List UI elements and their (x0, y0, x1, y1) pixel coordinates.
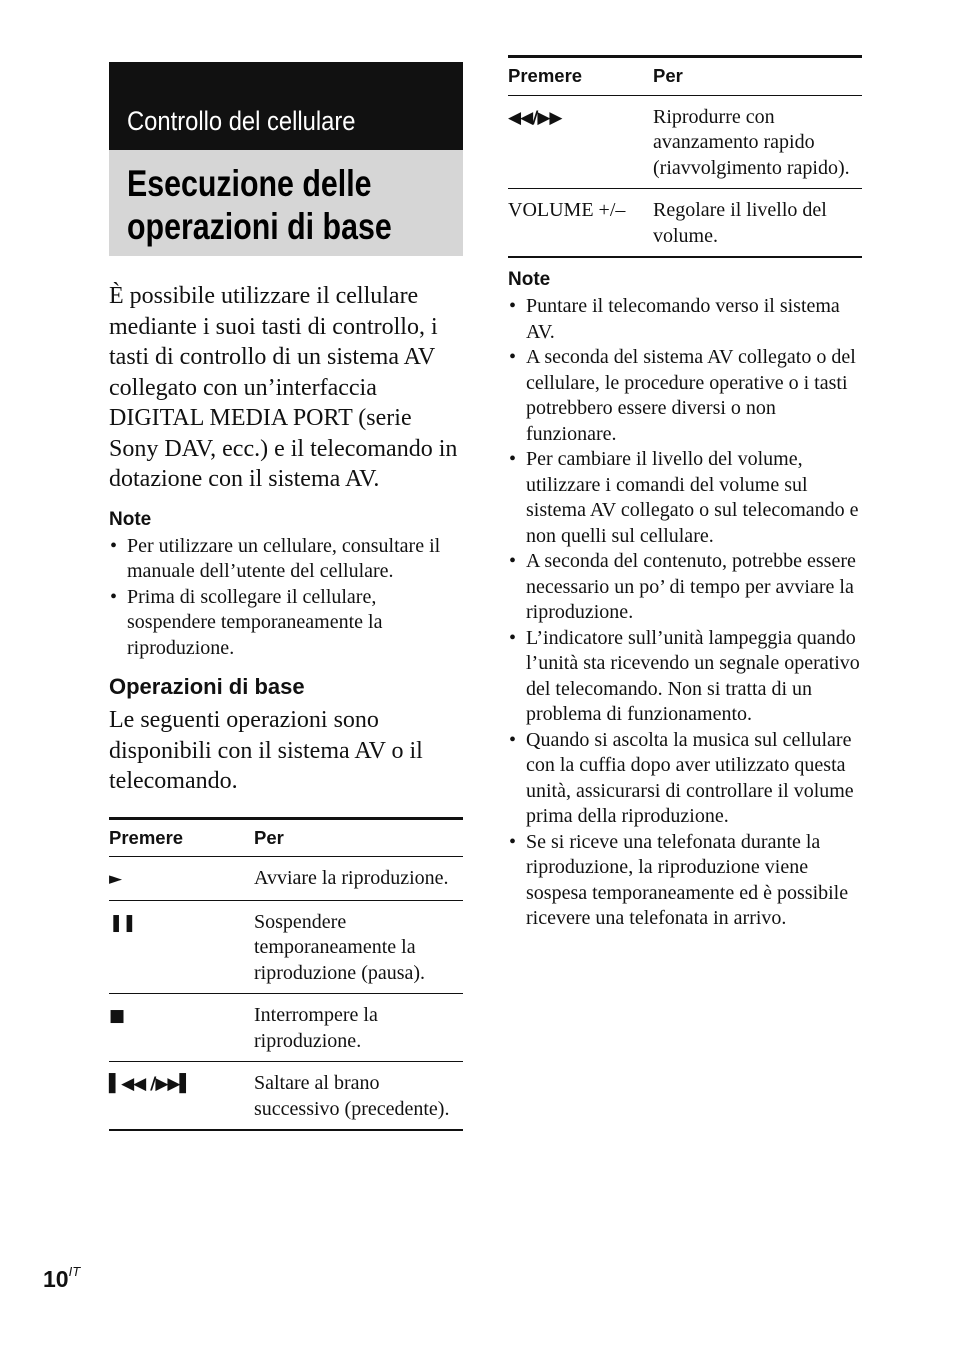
note-item: • A seconda del sistema AV collegato o del cellulare, le procedure operative o i tasti potrebbero essere diversi o non funzionare. (508, 345, 862, 447)
rewind-fast-forward-icon: ◀◀/▶▶ (508, 107, 562, 128)
page-title-line-2: operazioni di base (127, 206, 392, 247)
note-item: • Quando si ascolta la musica sul cellulare con la cuffia dopo aver utilizzato questa unità, assicurarsi di controllare il volume prima della riproduzione. (508, 728, 862, 830)
section-title: Operazioni di base (109, 674, 305, 699)
table-header-row (109, 818, 463, 857)
page-language-suffix: IT (68, 1264, 81, 1279)
left-column (109, 62, 463, 1131)
play-icon: ► (109, 869, 122, 889)
note-title-left: Note (109, 508, 152, 530)
skip-previous-next-icon: ▌◀◀ /▶▶▌ (109, 1074, 192, 1094)
note-item: • Puntare il telecomando verso il sistema AV. (508, 294, 862, 345)
table-cell-action: Interrompere la riproduzione. (254, 994, 463, 1062)
table-cell-action: Avviare la riproduzione. (254, 857, 463, 901)
category-title: Controllo del cellulare (127, 106, 356, 136)
note-list-right (508, 294, 862, 932)
intro-paragraph: È possibile utilizzare il cellulare mediante i suoi tasti di controllo, i tasti di controllo di un sistema AV collegato con un’interfaccia DIGITAL MEDIA PORT (serie Sony DAV, ecc.) e il telecomando in dotazione con il sistema AV. (109, 283, 458, 492)
operations-table-left (109, 817, 463, 1132)
page-title-banner (109, 150, 463, 256)
note-item: • A seconda del contenuto, potrebbe essere necessario un po’ di tempo per avviare la riproduzione. (508, 549, 862, 626)
note-item: • L’indicatore sull’unità lampeggia quando l’unità sta ricevendo un segnale operativo del telecomando. Non si tratta di un problema di funzionamento. (508, 626, 862, 728)
note-item: • Prima di scollegare il cellulare, sospendere temporaneamente la riproduzione. (109, 585, 463, 662)
page-number-value: 10 (43, 1266, 69, 1292)
table-cell-action: Regolare il livello del volume. (653, 189, 862, 258)
column-header-per: Per (653, 57, 862, 96)
page-number (43, 1266, 80, 1293)
table-row (109, 857, 463, 901)
column-header-per: Per (254, 818, 463, 857)
section-body: Le seguenti operazioni sono disponibili con il sistema AV o il telecomando. (109, 707, 423, 794)
pause-icon: ❚❚ (109, 912, 136, 933)
right-column (508, 55, 862, 932)
note-item: • Per utilizzare un cellulare, consultare il manuale dell’utente del cellulare. (109, 534, 463, 585)
column-header-premere: Premere (508, 57, 653, 96)
volume-key-label: VOLUME +/– (508, 199, 626, 221)
table-row (109, 1062, 463, 1131)
table-header-row (508, 57, 862, 96)
stop-icon: ■ (109, 1006, 125, 1026)
operations-table-right (508, 55, 862, 258)
table-row (109, 994, 463, 1062)
table-row (508, 189, 862, 258)
table-row (109, 900, 463, 994)
note-list-left (109, 534, 463, 662)
page-title-line-1: Esecuzione delle (127, 163, 372, 204)
table-row (508, 95, 862, 189)
note-item: • Se si riceve una telefonata durante la riproduzione, la riproduzione viene sospesa temporaneamente ed è possibile ricevere una telefonata in arrivo. (508, 830, 862, 932)
table-cell-action: Sospendere temporaneamente la riproduzione (pausa). (254, 900, 463, 994)
note-title-right: Note (508, 269, 551, 290)
category-banner (109, 62, 463, 150)
table-cell-action: Saltare al brano successivo (precedente). (254, 1062, 463, 1131)
table-cell-action: Riprodurre con avanzamento rapido (riavvolgimento rapido). (653, 95, 862, 189)
note-item: • Per cambiare il livello del volume, utilizzare i comandi del volume sul sistema AV collegato o sul telecomando e non quelli sul cellulare. (508, 447, 862, 549)
column-header-premere: Premere (109, 818, 254, 857)
